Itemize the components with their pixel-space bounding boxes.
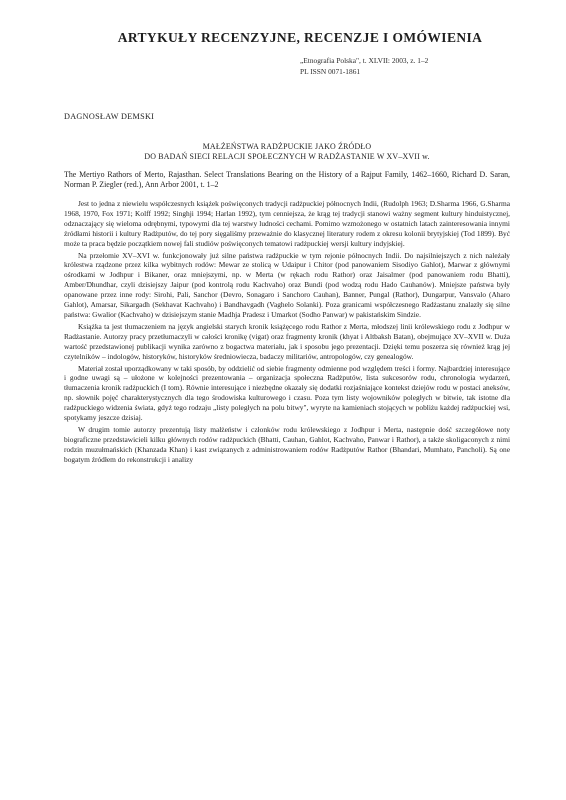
article-title-line-2: DO BADAŃ SIECI RELACJI SPOŁECZNYCH W RADŻASTANIE W XV–XVII w. (144, 152, 430, 161)
article-title-line-1: MAŁŻEŃSTWA RADŻPUCKIE JAKO ŹRÓDŁO (202, 142, 372, 151)
body-paragraph: W drugim tomie autorzy prezentują listy małżeństw i członków rodu królewskiego z Jodhpur i Merta, następnie dość szczegółowe noty biograficzne przedstawicieli kilku głównych rodów radżpuckich (Bhatti, Cauhan, Gahlot, Kachvaho, Panwar i Rathor), a także skoligaconych z nimi rodzin muzułmańskich (Khanzada Khan) i kast związanych z administrowaniem rodów Radżputów Rathor (Bhandari, Mumhato, Pancholi). Są one bogatym źródłem do rekonstrukcji i analizy (64, 424, 510, 464)
body-paragraph: Jest to jedna z niewielu współczesnych książek poświęconych tradycji radżpuckiej północnych Indii, (Rudolph 1963; D.Sharma 1966, G.Sharma 1968, 1970, Fox 1971; Kolff 1992; Singhji 1994; Harlan 1992), tym cenniejsza, że krąg tej tradycji stanowi ważny segment kultury hinduistycznej, odznaczający się wieloma odrębnymi, typowymi dla tej warstwy ludności cechami. Pomimo wzmożonego w ostatnich latach zainteresowania innymi źródłami historii i kultury Radżputów, do tej pory sięgaliśmy przeważnie do klasycznej literatury rodem z okresu kolonii brytyjskiej (Tod 1899). Być może ta praca będzie początkiem nowej fali studiów poświęconych tematowi radżpuckiej wersji kultury indyjskiej. (64, 199, 510, 248)
reviewed-book-reference: The Mertiyo Rathors of Merto, Rajasthan. Select Translations Bearing on the History of a Rajput Family, 1462–1660, Richard D. Saran, Norman P. Ziegler (red.), Ann Arbor 2001, t. 1–2 (64, 170, 510, 190)
citation-issn-line: PL ISSN 0071-1861 (300, 66, 361, 76)
body-paragraph: Na przełomie XV–XVI w. funkcjonowały już silne państwa radżpuckie w tym rejonie północnych Indii. Do najsilniejszych z nich należały królestwa rządzone przez kilka wybitnych rodów: Mewar ze stolicą w Udaipur i Chitor (pod panowaniem Sisodiyo Gahlot), Marwar z głównymi ośrodkami w Jodhpur i Bikaner, oraz mniejszymi, np. w Merta (w rękach rodu Rathor) oraz Jaisalmer (pod panowaniem rodu Bhatti), Amber/Dhundhar, czyli dzisiejszy Jaipur (pod kontrolą rodu Kachvaho) oraz Bundi (pod wodzą rodu Hado Cauhanów). Mniejsze państwa były opanowane przez inne rody: Sirohi, Pali, Sanchor (Devro, Sonagaro i Sanchoro Cauhan), Banner, Pungal (Rathor), Dungarpur, Vansvalo (Aharo Gahlot), Amarsar, Sikargadh (Sekhavat Kachvaho) i Bandhavgadh (Vaghelo Solanki). Poza granicami współczesnego Radżastanu znalazły się silne państwa: Gwalior (Kachvaho) w dzisiejszym stanie Madhja Pradesz i Umarkot (Sodho Panwar) w pakistańskim Sindzie. (64, 250, 510, 319)
section-title: ARTYKUŁY RECENZYJNE, RECENZJE I OMÓWIENIA (117, 30, 483, 45)
article-body (64, 199, 510, 467)
article-title (64, 142, 510, 162)
author-name: DAGNOSŁAW DEMSKI (64, 112, 155, 121)
body-paragraph: Książka ta jest tłumaczeniem na język angielski starych kronik książęcego rodu Rathor z Merta, młodszej linii królewskiego rodu z Jodhpur w Radżastanie. Autorzy pracy przetłumaczyli w całości kronikę (vigat) oraz fragmenty kronik (khyat i Altbaksh Batan), obejmujące XV–XVII w. Duża wartość przedstawionej publikacji wynika zarówno z bogactwa materiału, jak i sposobu jego prezentacji. Dzięki temu poszerza się również krąg jej czytelników – indologów, historyków, historyków średniowiecza, badaczy militariów, antropologów, czy genealogów. (64, 321, 510, 361)
body-paragraph: Materiał został uporządkowany w taki sposób, by oddzielić od siebie fragmenty odmienne pod względem treści i formy. Najbardziej interesujące i godne uwagi są – ułożone w kolejności prezentowania – organizacja społeczna Radżputów, lista sukcesorów rodu, chronologia wydarzeń, tłumaczenia kronik radżpuckich (I tom). Równie interesujące i niezbędne okazały się dodatki rozjaśniające kontekst dziejów rodu w postaci aneksów, np. słownik pojęć charakterystycznych dla tego środowiska kulturowego i czasu. Poza tym listy wojowników poległych w bitwie, tak istotne dla radżpuckiego widzenia świata, gdyż tego rodzaju „listy poległych na polu bitwy", wyryte na kamieniach stojących w pobliżu każdej radżpuckiej wsi, spotykamy jeszcze dzisiaj. (64, 363, 510, 423)
journal-citation (300, 56, 540, 77)
citation-journal-line: „Etnografia Polska", t. XLVII: 2003, z. 1–2 (300, 56, 429, 65)
